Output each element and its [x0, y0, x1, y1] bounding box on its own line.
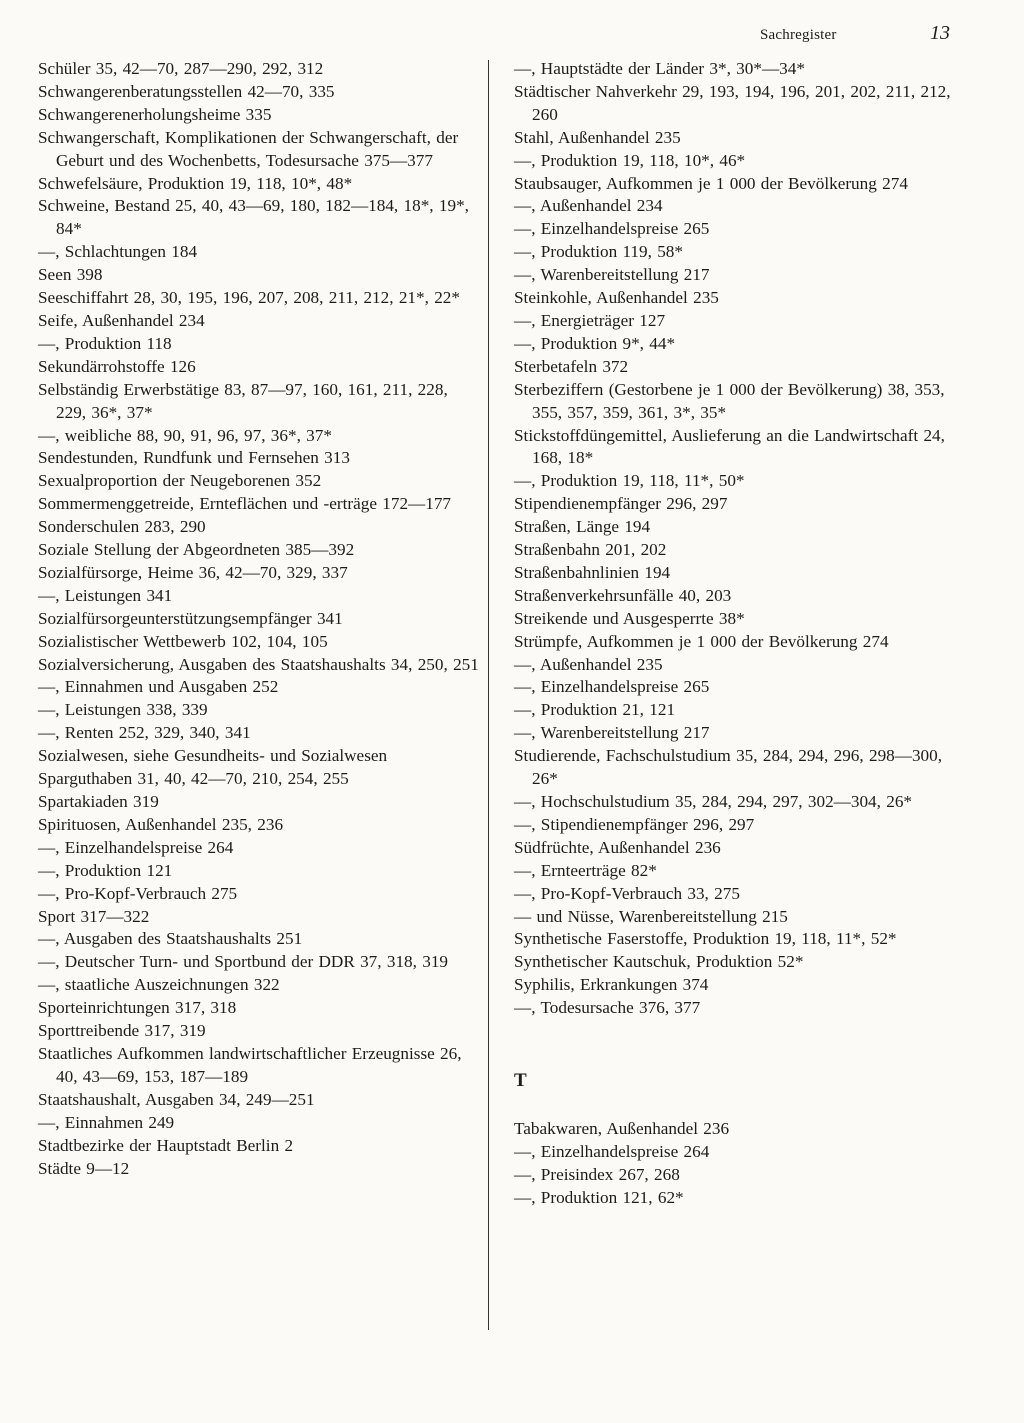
index-entry: Seeschiffahrt 28, 30, 195, 196, 207, 208, 211, 212, 21*, 22* [38, 288, 460, 308]
index-entry: —, Leistungen 341 [38, 585, 173, 605]
index-entry: — und Nüsse, Warenbereitstellung 215 [514, 906, 788, 926]
index-entry: Sozialwesen, siehe Gesundheits- und Sozialwesen [38, 746, 388, 766]
index-entry: —, Ausgaben des Staatshaushalts 251 [38, 929, 303, 949]
index-entry: Sporteinrichtungen 317, 318 [38, 998, 237, 1018]
index-entry: —, Einzelhandelspreise 265 [514, 219, 710, 239]
index-column-right [514, 58, 959, 1210]
index-entry: Schwefelsäure, Produktion 19, 118, 10*, 48* [38, 173, 353, 193]
index-entry: Städte 9—12 [38, 1158, 130, 1178]
index-entry: —, Warenbereitstellung 217 [514, 723, 710, 743]
index-entry: Strümpfe, Aufkommen je 1 000 der Bevölkerung 274 [514, 631, 889, 651]
index-column-right-s [514, 58, 959, 1020]
index-entry: Sommermenggetreide, Ernteflächen und -erträge 172—177 [38, 494, 452, 514]
index-entry: —, Pro-Kopf-Verbrauch 275 [38, 883, 238, 903]
page-number: 13 [930, 22, 950, 44]
index-entry: Städtischer Nahverkehr 29, 193, 194, 196, 201, 202, 211, 212, 260 [514, 81, 951, 124]
index-entry: —, Deutscher Turn- und Sportbund der DDR 37, 318, 319 [38, 952, 449, 972]
column-divider [488, 60, 489, 1330]
index-entry: —, weibliche 88, 90, 91, 96, 97, 36*, 37* [38, 425, 332, 445]
index-entry: —, Produktion 121 [38, 860, 173, 880]
index-entry: —, Einnahmen und Ausgaben 252 [38, 677, 279, 697]
index-entry: Steinkohle, Außenhandel 235 [514, 288, 719, 308]
index-entry: Staatshaushalt, Ausgaben 34, 249—251 [38, 1089, 315, 1109]
index-entry: Straßenverkehrsunfälle 40, 203 [514, 585, 732, 605]
index-entry: —, Einzelhandelspreise 264 [514, 1141, 710, 1161]
index-entry: —, Warenbereitstellung 217 [514, 265, 710, 285]
index-entry: Sterbetafeln 372 [514, 356, 629, 376]
index-entry: —, Ernteerträge 82* [514, 860, 657, 880]
index-column-right-t [514, 1118, 959, 1210]
index-entry: Spartakiaden 319 [38, 792, 159, 811]
index-entry: Sozialfürsorgeunterstützungsempfänger 341 [38, 608, 343, 628]
index-entry: —, Außenhandel 234 [514, 196, 663, 216]
index-entry: —, Energieträger 127 [514, 310, 666, 330]
index-entry: Tabakwaren, Außenhandel 236 [514, 1119, 730, 1139]
index-entry: Sozialfürsorge, Heime 36, 42—70, 329, 337 [38, 562, 348, 582]
index-entry: Schüler 35, 42—70, 287—290, 292, 312 [38, 59, 324, 78]
index-entry: Soziale Stellung der Abgeordneten 385—392 [38, 540, 355, 560]
index-entry: —, Leistungen 338, 339 [38, 700, 208, 720]
index-entry: —, Produktion 119, 58* [514, 242, 683, 262]
index-entry: Staatliches Aufkommen landwirtschaftlicher Erzeugnisse 26, 40, 43—69, 153, 187—189 [38, 1043, 462, 1086]
index-entry: Sonderschulen 283, 290 [38, 517, 206, 537]
index-entry: Sport 317—322 [38, 906, 150, 926]
index-entry: Sparguthaben 31, 40, 42—70, 210, 254, 255 [38, 769, 349, 789]
index-entry: —, Schlachtungen 184 [38, 242, 198, 262]
index-entry: —, Todesursache 376, 377 [514, 998, 701, 1018]
section-letter: T [514, 1070, 527, 1092]
index-entry: —, staatliche Auszeichnungen 322 [38, 975, 280, 995]
index-entry: —, Einzelhandelspreise 264 [38, 837, 234, 857]
index-entry: Stadtbezirke der Hauptstadt Berlin 2 [38, 1135, 294, 1155]
index-entry: —, Hochschulstudium 35, 284, 294, 297, 302—304, 26* [514, 792, 913, 811]
index-entry: Sendestunden, Rundfunk und Fernsehen 313 [38, 448, 350, 468]
index-entry: —, Produktion 118 [38, 333, 172, 353]
index-entry: Streikende und Ausgesperrte 38* [514, 608, 745, 628]
index-entry: Synthetischer Kautschuk, Produktion 52* [514, 952, 804, 972]
index-entry: —, Produktion 19, 118, 11*, 50* [514, 471, 745, 491]
index-entry: Stahl, Außenhandel 235 [514, 127, 681, 147]
index-entry: Sozialistischer Wettbewerb 102, 104, 105 [38, 631, 328, 651]
index-entry: Stipendienempfänger 296, 297 [514, 494, 728, 514]
index-entry: —, Außenhandel 235 [514, 654, 663, 674]
index-entry: Seen 398 [38, 265, 103, 285]
index-entry: Spirituosen, Außenhandel 235, 236 [38, 814, 284, 834]
index-entry: —, Produktion 19, 118, 10*, 46* [514, 150, 746, 170]
index-entry: Straßenbahnlinien 194 [514, 562, 671, 582]
index-entry: Sporttreibende 317, 319 [38, 1021, 206, 1041]
index-entry: Straßen, Länge 194 [514, 517, 651, 537]
index-entry: Seife, Außenhandel 234 [38, 310, 205, 330]
index-entry: Synthetische Faserstoffe, Produktion 19, 118, 11*, 52* [514, 929, 897, 949]
index-entry: —, Preisindex 267, 268 [514, 1164, 680, 1184]
index-entry: Studierende, Fachschulstudium 35, 284, 294, 296, 298—300, 26* [514, 746, 943, 789]
running-header: Sachregister [760, 27, 837, 43]
index-entry: —, Pro-Kopf-Verbrauch 33, 275 [514, 883, 740, 903]
index-entry: Sterbeziffern (Gestorbene je 1 000 der Bevölkerung) 38, 353, 355, 357, 359, 361, 3*, 35* [514, 379, 945, 422]
index-entry: Schwangerenberatungsstellen 42—70, 335 [38, 81, 335, 101]
index-entry: —, Einzelhandelspreise 265 [514, 677, 710, 697]
index-entry: —, Hauptstädte der Länder 3*, 30*—34* [514, 59, 805, 78]
index-entry: —, Stipendienempfänger 296, 297 [514, 814, 755, 834]
index-entry: Schwangerenerholungsheime 335 [38, 104, 272, 124]
index-entry: Südfrüchte, Außenhandel 236 [514, 837, 721, 857]
index-entry: Staubsauger, Aufkommen je 1 000 der Bevölkerung 274 [514, 173, 908, 193]
index-entry: Straßenbahn 201, 202 [514, 540, 667, 560]
index-entry: Sozialversicherung, Ausgaben des Staatshaushalts 34, 250, 251 [38, 654, 479, 674]
index-entry: Syphilis, Erkrankungen 374 [514, 975, 709, 995]
index-entry: Selbständig Erwerbstätige 83, 87—97, 160, 161, 211, 228, 229, 36*, 37* [38, 379, 448, 422]
index-entry: —, Produktion 21, 121 [514, 700, 676, 720]
index-entry: —, Renten 252, 329, 340, 341 [38, 723, 251, 743]
index-entry: —, Produktion 9*, 44* [514, 333, 676, 353]
index-entry: Schwangerschaft, Komplikationen der Schwangerschaft, der Geburt und des Wochenbetts, Todesursache 375—377 [38, 127, 459, 170]
index-entry: —, Produktion 121, 62* [514, 1187, 684, 1207]
index-entry: —, Einnahmen 249 [38, 1112, 175, 1132]
index-entry: Stickstoffdüngemittel, Auslieferung an die Landwirtschaft 24, 168, 18* [514, 425, 945, 468]
index-entry: Sexualproportion der Neugeborenen 352 [38, 471, 322, 491]
index-entry: Sekundärrohstoffe 126 [38, 356, 196, 376]
index-entry: Schweine, Bestand 25, 40, 43—69, 180, 182—184, 18*, 19*, 84* [38, 196, 469, 239]
index-column-left [38, 58, 483, 1180]
